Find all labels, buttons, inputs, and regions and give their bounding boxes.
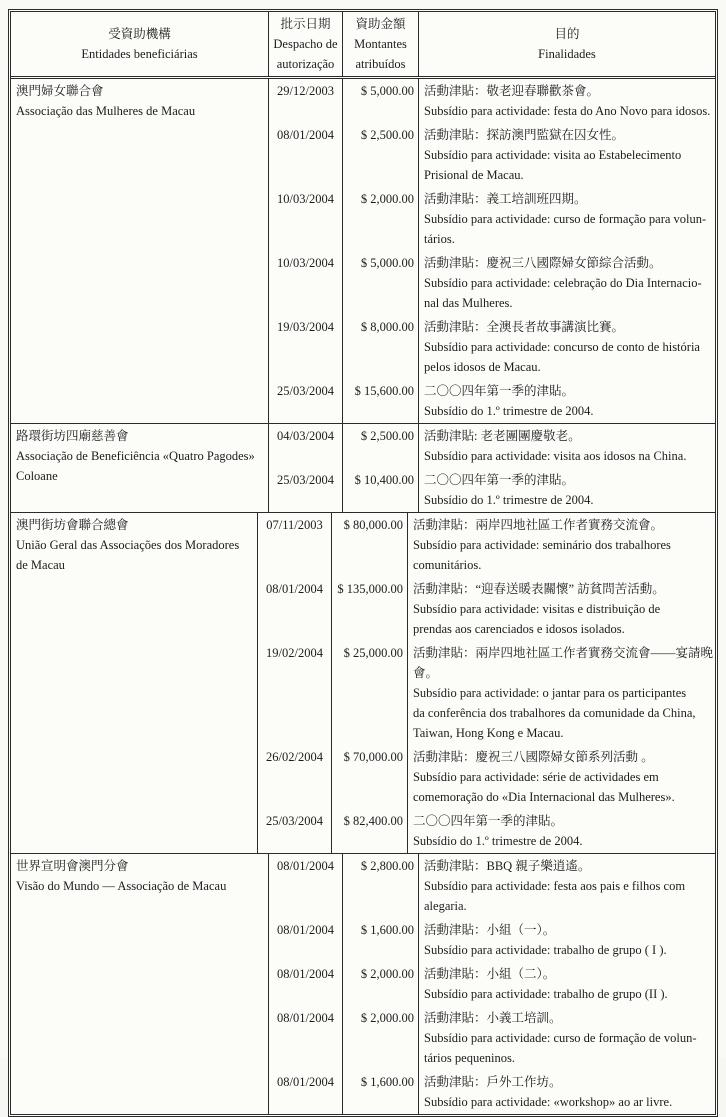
amount-attributed: $ 2,000.00	[343, 1006, 419, 1070]
purpose-line: Subsídio para actividade: trabalho de grupo ( I ).	[424, 943, 667, 957]
header-amount-pt2: atribuídos	[355, 57, 406, 71]
purpose-line: Subsídio para actividade: série de actividades em	[412, 770, 659, 784]
purpose-line: comemoração do «Dia Internacional das Mulheres».	[412, 790, 675, 804]
purpose-cell	[408, 513, 715, 577]
subsidy-entry	[269, 854, 715, 918]
header-entity-zh: 受資助機構	[108, 27, 171, 41]
subsidies-table	[8, 9, 718, 1117]
header-purpose-pt: Finalidades	[538, 47, 596, 61]
purpose-line: prendas aos carenciados e idosos isolados.	[412, 622, 625, 636]
purpose-line: Subsídio para actividade: visitas e distribuição de	[412, 602, 661, 616]
authorization-date: 08/01/2004	[269, 1070, 343, 1114]
beneficiary-block	[11, 853, 715, 1114]
purpose-cell	[419, 962, 715, 1006]
subsidy-entry	[258, 745, 715, 809]
header-purpose-zh: 目的	[554, 27, 580, 41]
amount-attributed: $ 80,000.00	[332, 513, 408, 577]
authorization-date: 19/03/2004	[269, 315, 343, 379]
purpose-cell	[419, 379, 715, 423]
purpose-line: Subsídio do 1.º trimestre de 2004.	[424, 404, 594, 418]
purpose-line: Taiwan, Hong Kong e Macau.	[412, 726, 564, 740]
subsidy-entry	[258, 809, 715, 853]
subsidy-entry	[269, 424, 715, 468]
amount-attributed: $ 10,400.00	[343, 468, 419, 512]
purpose-line: 活動津貼：探訪澳門監獄在囚女性。	[424, 128, 625, 142]
authorization-date: 08/01/2004	[258, 577, 332, 641]
header-amount-zh: 資助金額	[355, 17, 406, 31]
authorization-date: 04/03/2004	[269, 424, 343, 468]
entries-group	[269, 79, 715, 423]
purpose-cell	[419, 123, 715, 187]
subsidy-entry	[258, 577, 715, 641]
entity-line: 澳門街坊會聯合總會	[16, 518, 129, 532]
header-amount-column	[343, 12, 419, 76]
amount-attributed: $ 2,500.00	[343, 123, 419, 187]
subsidy-entry	[269, 79, 715, 123]
purpose-cell	[419, 251, 715, 315]
authorization-date: 08/01/2004	[269, 918, 343, 962]
subsidy-entry	[269, 962, 715, 1006]
purpose-cell	[419, 1006, 715, 1070]
purpose-line: pelos idosos de Macau.	[424, 360, 541, 374]
amount-attributed: $ 70,000.00	[332, 745, 408, 809]
purpose-line: Subsídio para actividade: visita aos idosos na China.	[424, 449, 687, 463]
amount-attributed: $ 82,400.00	[332, 809, 408, 853]
purpose-cell	[419, 79, 715, 123]
purpose-line: 活動津貼：兩岸四地社區工作者實務交流會。	[412, 518, 663, 532]
purpose-cell	[419, 854, 715, 918]
purpose-cell	[419, 468, 715, 512]
purpose-line: 活動津貼: 老老團團慶敬老。	[424, 429, 581, 443]
amount-attributed: $ 2,000.00	[343, 187, 419, 251]
authorization-date: 25/03/2004	[269, 468, 343, 512]
purpose-cell	[419, 1070, 715, 1114]
entity-line: Associação de Beneficiência «Quatro Pagodes»	[16, 449, 255, 463]
authorization-date: 25/03/2004	[258, 809, 332, 853]
entity-line: Coloane	[16, 469, 58, 483]
purpose-line: 二〇〇四年第一季的津貼。	[424, 473, 575, 487]
purpose-line: 二〇〇四年第一季的津貼。	[424, 384, 575, 398]
beneficiary-block	[11, 512, 715, 853]
purpose-line: 會。	[412, 666, 438, 680]
amount-attributed: $ 5,000.00	[343, 79, 419, 123]
purpose-line: Subsídio para actividade: curso de formação de volun-	[424, 1031, 697, 1045]
authorization-date: 10/03/2004	[269, 187, 343, 251]
entity-cell	[11, 854, 269, 1114]
purpose-line: 活動津貼：兩岸四地社區工作者實務交流會——宴請晚	[412, 646, 713, 660]
purpose-line: 活動津貼：義工培訓班四期。	[424, 192, 587, 206]
purpose-line: Subsídio para actividade: o jantar para os participantes	[412, 686, 687, 700]
entity-line: União Geral das Associações dos Moradores	[16, 538, 240, 552]
purpose-line: 活動津貼：敬老迎春聯歡茶會。	[424, 84, 600, 98]
authorization-date: 19/02/2004	[258, 641, 332, 745]
subsidy-entry	[269, 315, 715, 379]
header-entity-pt: Entidades beneficiárias	[81, 47, 198, 61]
purpose-line: 活動津貼：BBQ 親子樂逍遙。	[424, 859, 591, 873]
authorization-date: 25/03/2004	[269, 379, 343, 423]
entity-line: 澳門婦女聯合會	[16, 84, 104, 98]
entity-cell	[11, 79, 269, 423]
purpose-line: da conferência dos trabalhores da comunidade da China,	[412, 706, 696, 720]
beneficiary-block	[11, 423, 715, 512]
authorization-date: 08/01/2004	[269, 962, 343, 1006]
amount-attributed: $ 2,800.00	[343, 854, 419, 918]
amount-attributed: $ 5,000.00	[343, 251, 419, 315]
purpose-line: Subsídio para actividade: seminário dos trabalhores	[412, 538, 671, 552]
purpose-line: tários pequeninos.	[424, 1051, 515, 1065]
purpose-line: Subsídio do 1.º trimestre de 2004.	[424, 493, 594, 507]
authorization-date: 08/01/2004	[269, 1006, 343, 1070]
purpose-line: Prisional de Macau.	[424, 168, 524, 182]
purpose-line: Subsídio para actividade: concurso de conto de história	[424, 340, 700, 354]
purpose-cell	[419, 315, 715, 379]
entity-line: 路環街坊四廟慈善會	[16, 429, 129, 443]
purpose-line: 二〇〇四年第一季的津貼。	[412, 814, 563, 828]
purpose-line: 活動津貼：慶祝三八國際婦女節系列活動 。	[412, 750, 654, 764]
amount-attributed: $ 8,000.00	[343, 315, 419, 379]
purpose-line: Subsídio para actividade: curso de formação para volun-	[424, 212, 707, 226]
amount-attributed: $ 1,600.00	[343, 918, 419, 962]
table-header-row	[11, 12, 715, 79]
entity-cell	[11, 424, 269, 512]
purpose-cell	[419, 424, 715, 468]
header-date-column	[269, 12, 343, 76]
purpose-line: Subsídio para actividade: celebração do Dia Internacio-	[424, 276, 702, 290]
purpose-line: Subsídio para actividade: festa do Ano Novo para idosos.	[424, 104, 711, 118]
purpose-line: nal das Mulheres.	[424, 296, 513, 310]
amount-attributed: $ 2,000.00	[343, 962, 419, 1006]
subsidy-entry	[269, 123, 715, 187]
header-purpose-column	[419, 12, 715, 76]
purpose-line: Subsídio para actividade: «workshop» ao ar livre.	[424, 1095, 673, 1109]
purpose-line: Subsídio para actividade: festa aos pais e filhos com	[424, 879, 686, 893]
purpose-line: alegaria.	[424, 899, 467, 913]
purpose-line: 活動津貼：小組（二）。	[424, 967, 556, 981]
header-date-pt2: autorização	[276, 57, 335, 71]
authorization-date: 26/02/2004	[258, 745, 332, 809]
entity-cell	[11, 513, 258, 853]
purpose-cell	[419, 187, 715, 251]
beneficiary-block	[11, 79, 715, 423]
subsidy-entry	[258, 513, 715, 577]
amount-attributed: $ 25,000.00	[332, 641, 408, 745]
authorization-date: 08/01/2004	[269, 123, 343, 187]
amount-attributed: $ 2,500.00	[343, 424, 419, 468]
purpose-line: Subsídio para actividade: visita ao Estabelecimento	[424, 148, 682, 162]
purpose-cell	[419, 918, 715, 962]
purpose-line: 活動津貼：全澳長者故事講演比賽。	[424, 320, 625, 334]
subsidy-entry	[269, 251, 715, 315]
purpose-line: Subsídio para actividade: trabalho de grupo (II ).	[424, 987, 668, 1001]
subsidy-entry	[269, 918, 715, 962]
subsidy-entry	[258, 641, 715, 745]
amount-attributed: $ 1,600.00	[343, 1070, 419, 1114]
authorization-date: 10/03/2004	[269, 251, 343, 315]
authorization-date: 07/11/2003	[258, 513, 332, 577]
entries-group	[269, 854, 715, 1114]
purpose-line: comunitários.	[412, 558, 482, 572]
purpose-line: 活動津貼：戶外工作坊。	[424, 1075, 562, 1089]
header-date-pt1: Despacho de	[273, 37, 338, 51]
table-body	[11, 79, 715, 1114]
subsidy-entry	[269, 468, 715, 512]
purpose-cell	[408, 745, 715, 809]
header-date-zh: 批示日期	[280, 17, 331, 31]
purpose-cell	[408, 809, 715, 853]
authorization-date: 08/01/2004	[269, 854, 343, 918]
entity-line: 世界宣明會澳門分會	[16, 859, 129, 873]
purpose-line: 活動津貼：慶祝三八國際婦女節綜合活動。	[424, 256, 662, 270]
subsidy-entry	[269, 1006, 715, 1070]
purpose-line: 活動津貼：小義工培訓。	[424, 1011, 562, 1025]
entity-line: de Macau	[16, 558, 65, 572]
entity-line: Visão do Mundo — Associação de Macau	[16, 879, 227, 893]
header-amount-pt1: Montantes	[354, 37, 407, 51]
purpose-line: 活動津貼：小組（一）。	[424, 923, 556, 937]
authorization-date: 29/12/2003	[269, 79, 343, 123]
entity-line: Associação das Mulheres de Macau	[16, 104, 196, 118]
entries-group	[269, 424, 715, 512]
purpose-cell	[408, 577, 715, 641]
subsidy-entry	[269, 379, 715, 423]
entries-group	[258, 513, 715, 853]
amount-attributed: $ 15,600.00	[343, 379, 419, 423]
amount-attributed: $ 135,000.00	[332, 577, 408, 641]
subsidy-entry	[269, 1070, 715, 1114]
purpose-line: tários.	[424, 232, 455, 246]
subsidy-entry	[269, 187, 715, 251]
purpose-line: 活動津貼：“迎春送暖表關懷” 訪貧問苦活動。	[412, 582, 665, 596]
purpose-cell	[408, 641, 715, 745]
purpose-line: Subsídio do 1.º trimestre de 2004.	[412, 834, 583, 848]
header-entity-column	[11, 12, 269, 76]
